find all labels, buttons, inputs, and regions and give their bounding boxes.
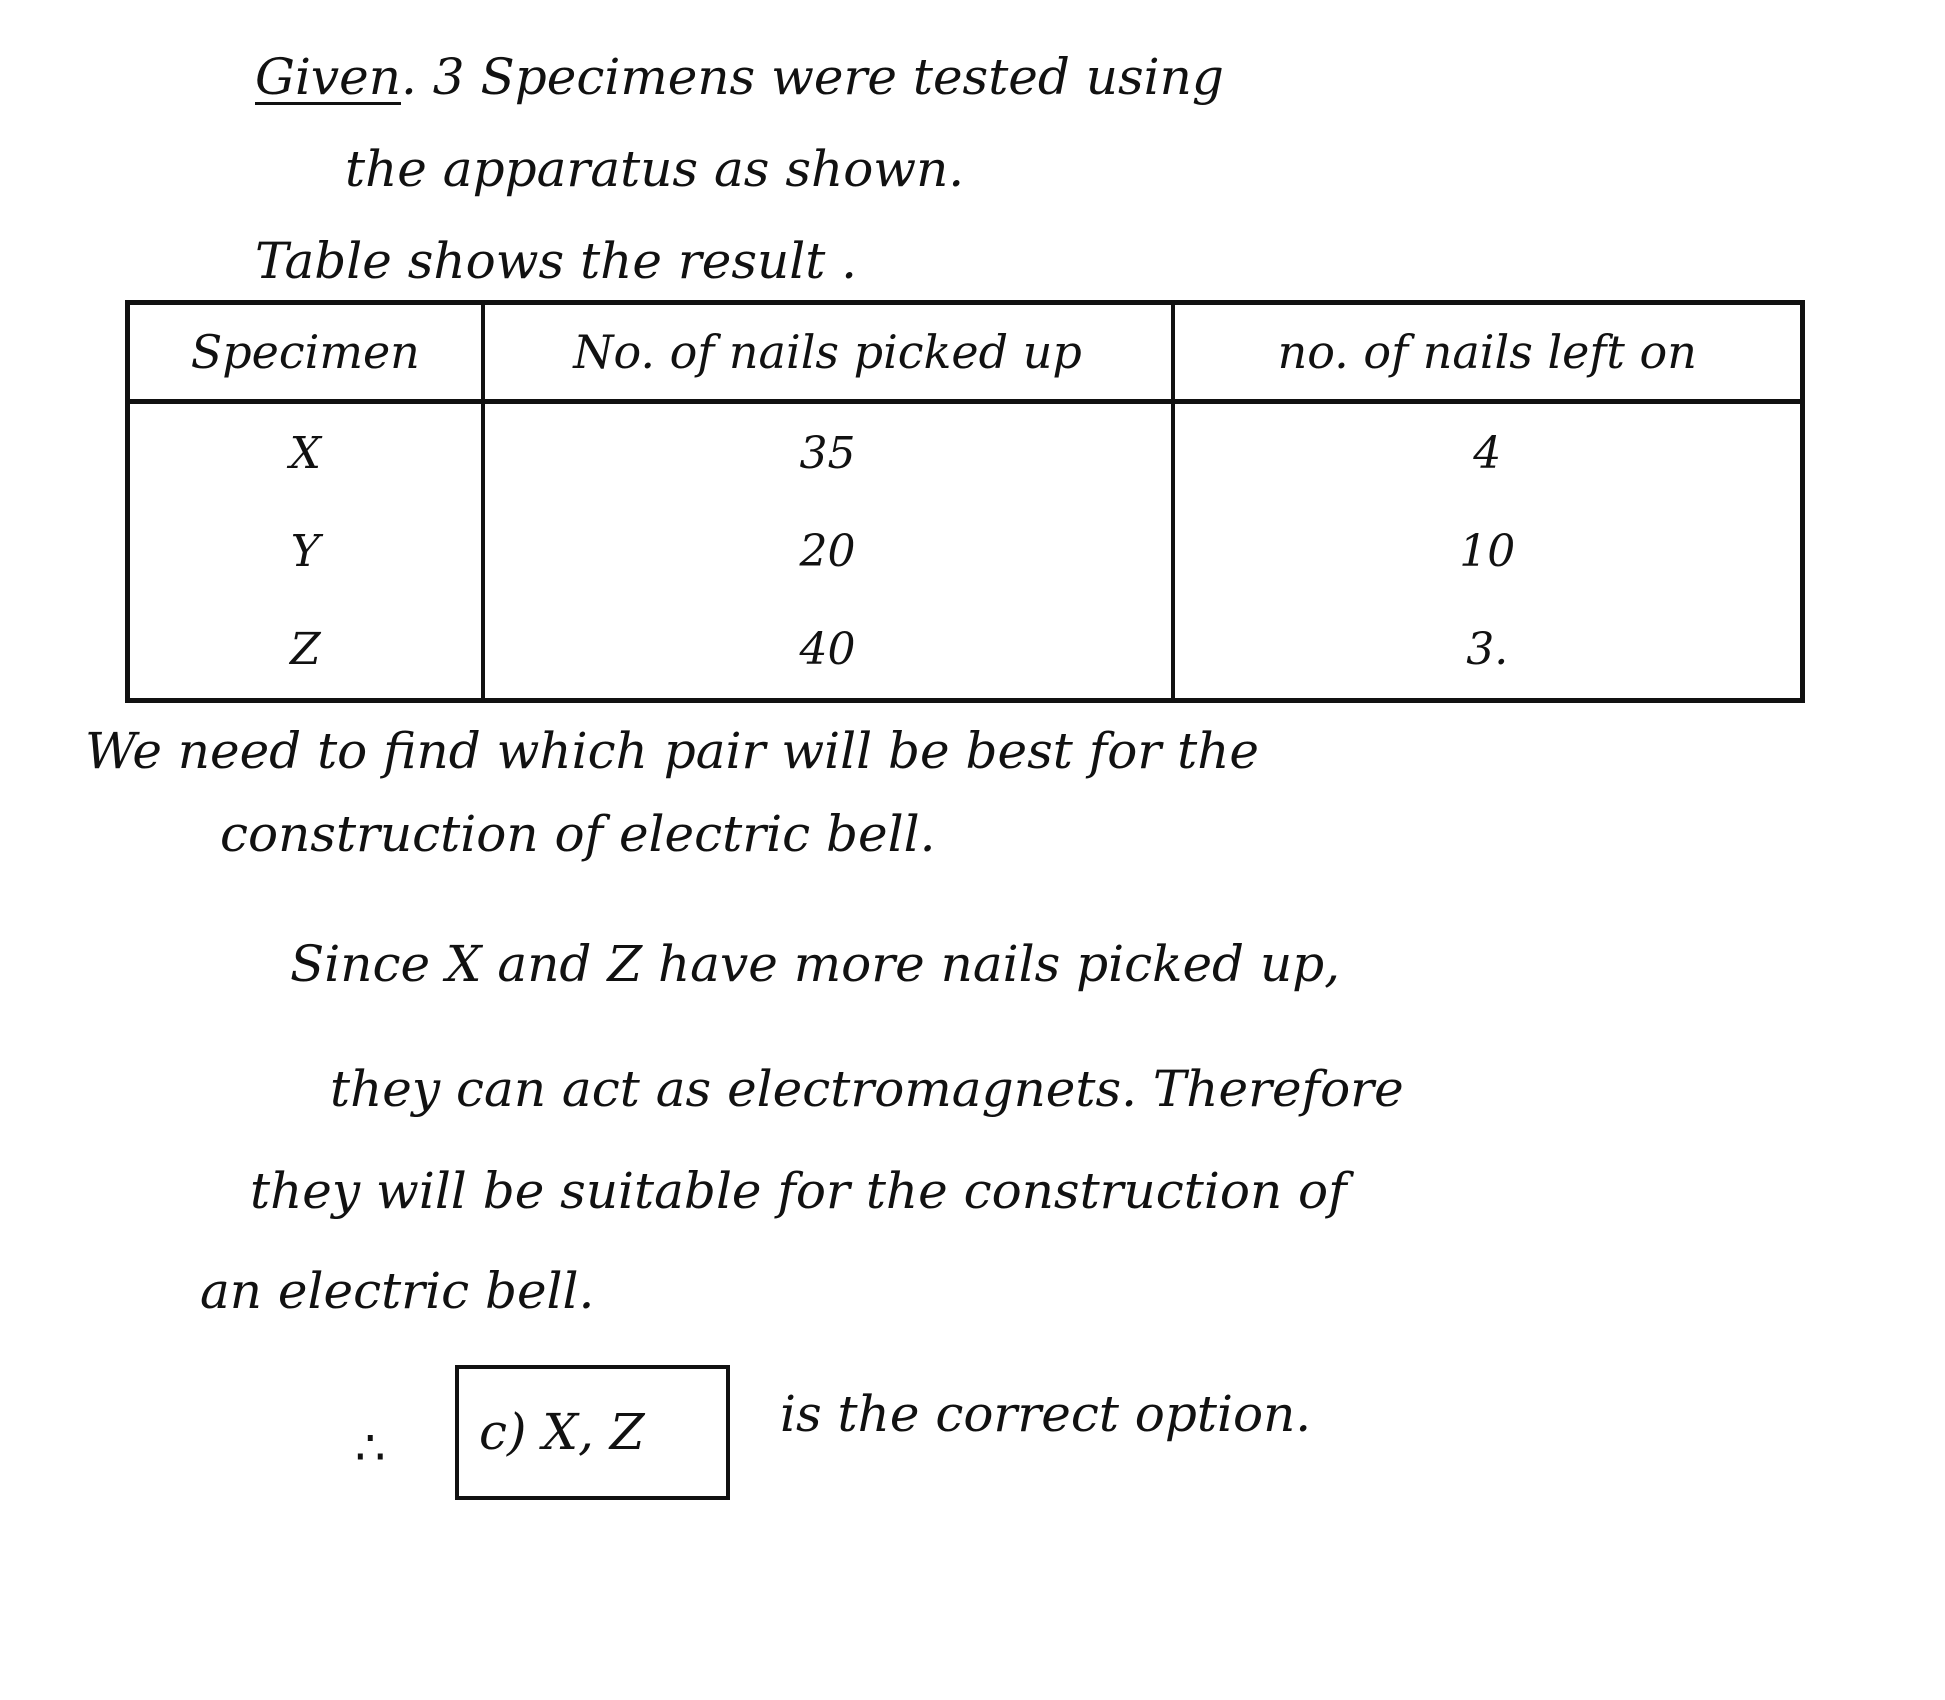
apparatus-line: the apparatus as shown. [345, 140, 965, 198]
question-line-1: We need to find which pair will be best for the [85, 722, 1259, 780]
cell-left-on: 10 [1173, 502, 1803, 600]
header-nails-left-on: no. of nails left on [1173, 303, 1803, 402]
question-line-2: construction of electric bell. [220, 805, 936, 863]
table-header-row [128, 303, 1803, 402]
cell-picked-up: 20 [483, 502, 1173, 600]
table-row [128, 502, 1803, 600]
given-text: . 3 Specimens were tested using [400, 48, 1224, 106]
reasoning-line-2: they can act as electromagnets. Therefore [330, 1060, 1404, 1118]
cell-specimen: Z [128, 600, 483, 701]
cell-picked-up: 35 [483, 402, 1173, 503]
given-label: Given [255, 48, 401, 106]
cell-picked-up: 40 [483, 600, 1173, 701]
table-intro-line: Table shows the result . [255, 232, 858, 290]
given-line [255, 48, 1224, 106]
cell-specimen: X [128, 402, 483, 503]
header-specimen: Specimen [128, 303, 483, 402]
table-row [128, 402, 1803, 503]
cell-left-on: 4 [1173, 402, 1803, 503]
answer-box: c) X, Z [455, 1365, 730, 1500]
table-row [128, 600, 1803, 701]
cell-specimen: Y [128, 502, 483, 600]
conclusion-text: is the correct option. [780, 1385, 1312, 1443]
reasoning-line-1: Since X and Z have more nails picked up, [290, 935, 1341, 993]
results-table [125, 300, 1805, 703]
therefore-symbol: ∴ [355, 1420, 386, 1476]
reasoning-line-3: they will be suitable for the construction of [250, 1162, 1347, 1220]
reasoning-line-4: an electric bell. [200, 1262, 595, 1320]
header-nails-picked-up: No. of nails picked up [483, 303, 1173, 402]
cell-left-on: 3. [1173, 600, 1803, 701]
